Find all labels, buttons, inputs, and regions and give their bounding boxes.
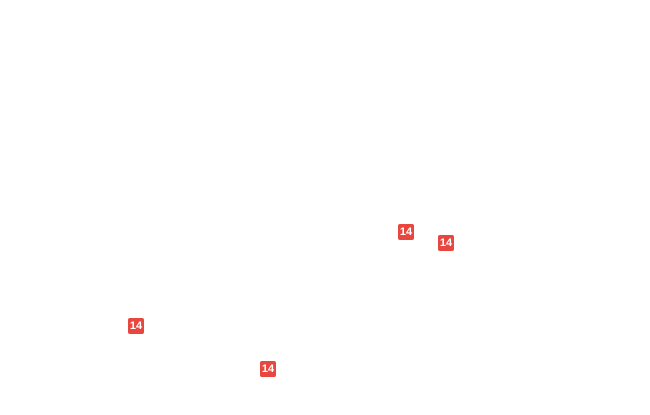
part-number-marker[interactable]: 14 (399, 226, 413, 238)
part-number-marker[interactable]: 14 (439, 237, 453, 249)
part-number-marker[interactable]: 14 (261, 363, 275, 375)
part-number-marker[interactable]: 14 (129, 320, 143, 332)
